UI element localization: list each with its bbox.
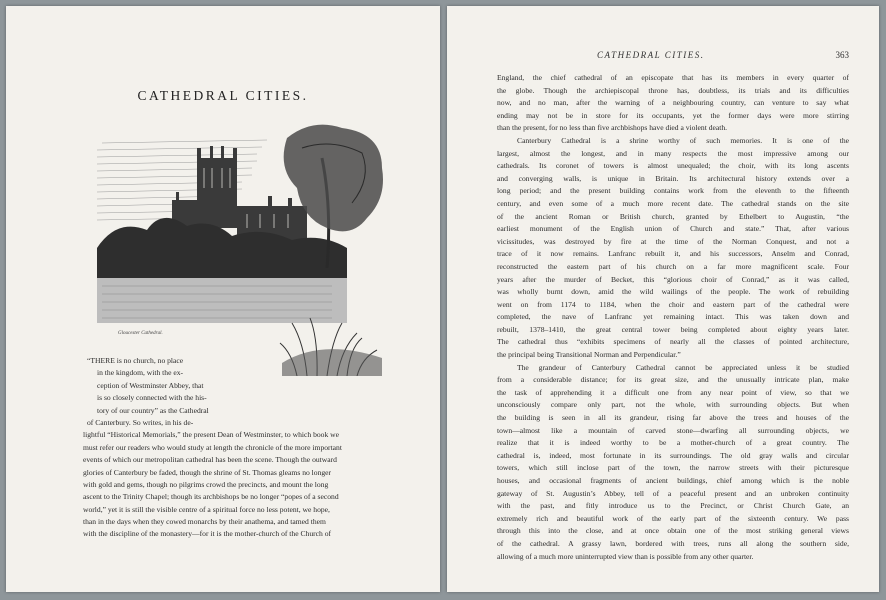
text-line: completed, the nave of Lanfranc yet remaining intact. This was taken down and <box>497 312 849 322</box>
text-line: realize that it is indeed worthy to be a mother-church of a great country. The <box>497 438 849 448</box>
running-head: CATHEDRAL CITIES. <box>597 50 705 60</box>
text-line: long period; and the present building contains work from the eleventh to the fifteenth <box>497 186 849 196</box>
text-line: cathedrals. Its coronet of towers is almost unequaled; the choir, with its long ascents <box>497 161 849 171</box>
opening-paragraph <box>83 355 401 541</box>
text-line: Canterbury Cathedral is a shrine worthy of such memories. It is one of the <box>517 135 849 145</box>
paragraph-line: tory of our country” as the Cathedral <box>97 405 209 415</box>
text-line: was wholly burnt down, amid the wild wailings of the people. The work of rebuilding <box>497 287 849 297</box>
text-line: and converging walls, is unique in Britain. Its architectural history extends over a <box>497 173 849 183</box>
text-line: earliest monument of the English union of Church and state.” That, after various <box>497 224 849 234</box>
text-line: town—almost like a mountain of carved stone—dwarfing all surrounding objects, we <box>497 425 849 435</box>
paragraph-line: glories of Canterbury be faded, though the shrine of St. Thomas gleams no longer <box>83 467 332 477</box>
text-line: now, and no man, after the warning of a neighbouring country, can venture to say what <box>497 98 849 108</box>
text-line: The grandeur of Canterbury Cathedral cannot be appreciated unless it be studied <box>517 362 849 372</box>
text-line: largest, almost the longest, and in many respects the most impressive among our <box>497 148 849 158</box>
text-line: extremely rich and beautiful work of the early part of the sixteenth century. We pass <box>497 513 849 523</box>
text-line: the task of apprehending it a difficult one from any near point of view, so that we <box>497 387 849 397</box>
text-line: houses, and occasional fragments of ancient buildings, chief among which is the noble <box>497 476 849 485</box>
text-line: from a considerable distance; for its great size, and the unusually intricate plan, make <box>497 375 849 385</box>
text-line: went on from 1174 to 1184, when the choir and eastern part of the cathedral were <box>497 299 849 309</box>
text-line: than the present, for no less than five archbishops have died a violent death. <box>497 123 728 133</box>
paragraph-line: with the discipline of the monastery—for it is the mother-church of the Church of <box>83 529 332 539</box>
engraving-illustration <box>92 118 392 376</box>
illustration-caption: Gloucester Cathedral. <box>118 331 163 336</box>
paragraph-line: ception of Westminster Abbey, that <box>97 380 204 390</box>
text-line: with the past, and fitly introduce us to the Precinct, or Christ Church Gate, an <box>497 501 849 511</box>
paragraph-line: with gold and gems, though no pilgrims crowd the precincts, and mount the long <box>83 479 329 489</box>
paragraph-line: world,” yet it is still the visible centre of a spiritual force no less potent, we hope, <box>83 504 330 514</box>
text-line: unconsciously compare only part, not the whole, with surrounding objects. But when <box>497 400 849 410</box>
text-line: vicissitudes, was destroyed by fire at the time of the Norman Conquest, and not a <box>497 236 849 246</box>
text-line: reconstructed the eastern part of his church on a far more magnificent scale. Four <box>497 261 849 271</box>
text-line: England, the chief cathedral of an episcopate that has its members in every quarter of <box>497 73 849 82</box>
text-line: the principal being Transitional Norman and Perpendicular.” <box>497 350 681 360</box>
text-line: rebuilt, 1378–1410, the great central tower being completed about eighty years later. <box>497 324 849 334</box>
text-line: gateway of St. Augustin’s Abbey, tell of a peaceful present and an unbroken continuity <box>497 488 849 498</box>
text-line: century, and even some of a much more recent date. The cathedral stands on the site <box>497 198 849 208</box>
paragraph-line: lightful “Historical Memorials,” the present Dean of Westminster, to which book we <box>83 430 340 440</box>
paragraph-line: is so closely connected with the his- <box>97 393 207 403</box>
page-number: 363 <box>835 50 849 60</box>
text-line: allowing of a much more uninterrupted view than is possible from any other quarter. <box>497 551 754 561</box>
left-page <box>6 6 440 592</box>
text-line: the building is seen in all its grandeur, rising far above the trees and houses of the <box>497 413 849 423</box>
text-line: of the ancient Roman or British church, granted by Ethelbert to Augustin, “the <box>497 211 849 221</box>
text-line: The cathedral thus “exhibits specimens of nearly all the classes of pointed architecture, <box>497 337 849 347</box>
page-title: CATHEDRAL CITIES. <box>137 88 309 103</box>
paragraph-line: of Canterbury. So writes, in his de- <box>87 417 194 427</box>
paragraph-line: than in the days when they cowed monarchs by their anathema, and tamed them <box>83 517 326 527</box>
text-line: of the cathedral. A grassy lawn, bordered with trees, runs all along the southern side, <box>497 538 849 548</box>
text-line: ending may not be in store for its occupants, yet the former days were more stirring <box>497 110 849 120</box>
paragraph-line: events of which our metropolitan cathedral has been the scene. Though the outward <box>83 455 337 465</box>
text-line: through this into the close, and at once obtain one of the most striking general views <box>497 526 849 536</box>
right-page <box>447 6 879 592</box>
text-line: years after the murder of Becket, this “glorious choir of Conrad,” as it was called, <box>497 274 849 284</box>
text-line: cathedral is, indeed, most fortunate in its surroundings. The old gray walls and circular <box>497 450 849 460</box>
paragraph-line: in the kingdom, with the ex- <box>97 368 184 378</box>
text-line: the globe. Though the archiepiscopal throne has, doubtless, its trials and its difficulties <box>497 85 849 95</box>
paragraph-line: ascent to the Trinity Chapel; though its archbishops be no longer “popes of a second <box>83 492 339 502</box>
text-line: towers, which still inclose part of the town, the narrow streets with their picturesque <box>497 463 849 473</box>
paragraph-line: “THERE is no church, no place <box>87 356 184 365</box>
body-text <box>497 72 849 563</box>
text-line: trace of it now remains. Lanfranc rebuilt it, and his successors, Anselm and Conrad, <box>497 249 849 259</box>
paragraph-line: must refer our readers who would study at length the chronicle of the more important <box>83 442 342 452</box>
